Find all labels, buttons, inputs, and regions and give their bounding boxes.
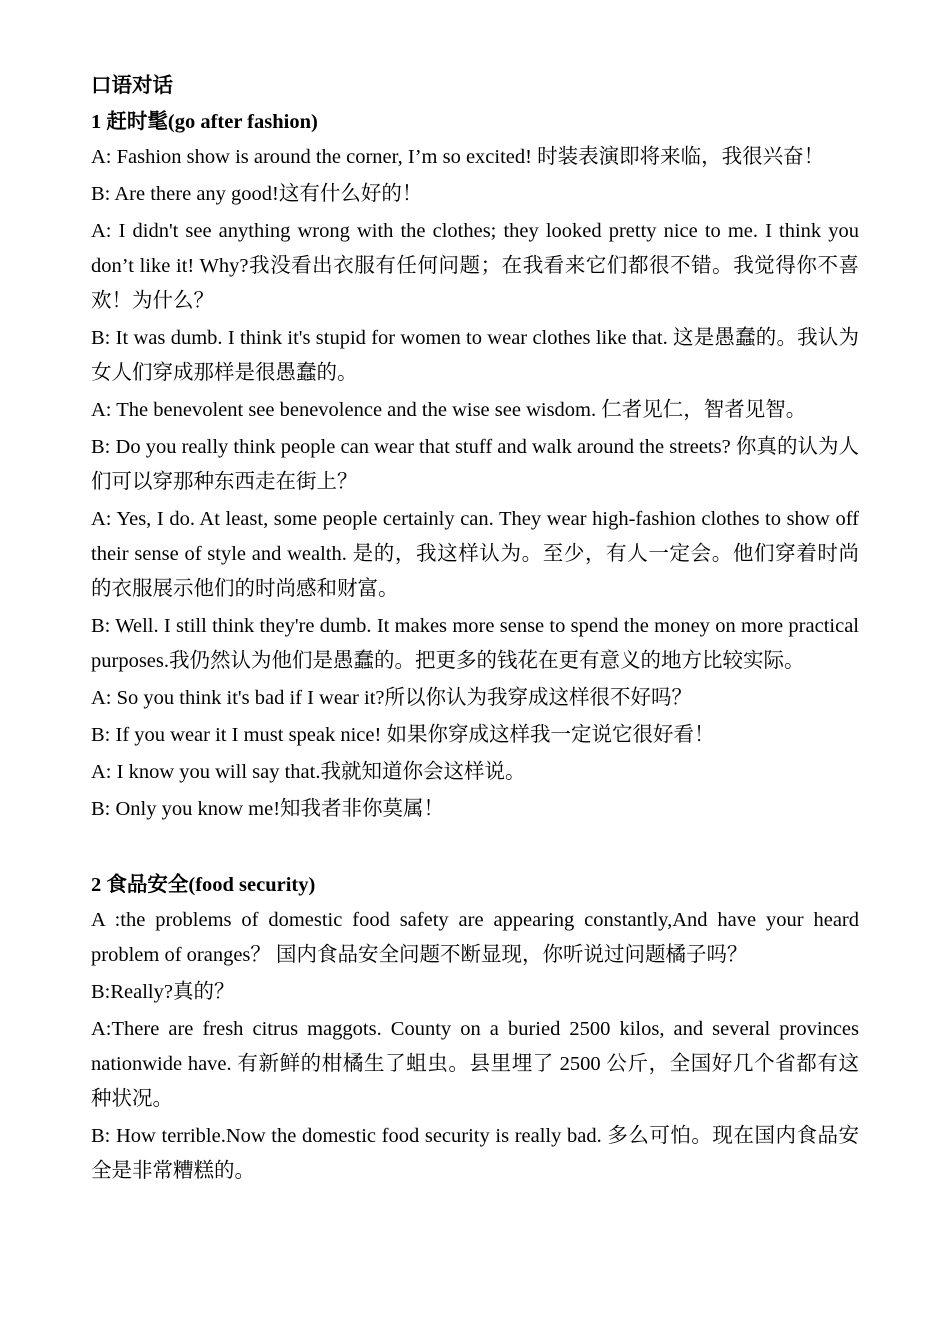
- section-spacer: [91, 829, 859, 867]
- dialogue-line: B: Do you really think people can wear that stuff and walk around the streets? 你真的认为人们可以穿那种东西走在街上？: [91, 436, 859, 493]
- dialogue-line: B: If you wear it I must speak nice! 如果你穿成这样我一定说它很好看！: [91, 724, 715, 746]
- dialogue-line: B: Only you know me!知我者非你莫属！: [91, 798, 445, 820]
- dialogue-line: B: Are there any good!这有什么好的！: [91, 183, 423, 205]
- dialogue-line: B:Really?真的？: [91, 981, 235, 1003]
- section-1-dialogue: [91, 140, 859, 827]
- dialogue-line: A: Yes, I do. At least, some people certainly can. They wear high-fashion clothes to show off their sense of style and wealth. 是的，我这样认为。至少，有人一定会。他们穿着时尚的衣服展示他们的时尚感和财富。: [91, 508, 859, 600]
- section-1-heading: 1 赶时髦(go after fashion): [91, 111, 318, 133]
- document-title: 口语对话: [91, 75, 173, 97]
- section-2-dialogue: [91, 903, 859, 1189]
- dialogue-line: B: How terrible.Now the domestic food security is really bad. 多么可怕。现在国内食品安全是非常糟糕的。: [91, 1125, 859, 1182]
- dialogue-line: A: I didn't see anything wrong with the clothes; they looked pretty nice to me. I think you don’t like it! Why?我没看出衣服有任何问题；在我看来它们都很不错。我觉得你不喜欢！为什么？: [91, 220, 859, 312]
- dialogue-line: A :the problems of domestic food safety are appearing constantly,And have your heard problem of oranges？ 国内食品安全问题不断显现，你听说过问题橘子吗？: [91, 909, 859, 966]
- dialogue-line: A:There are fresh citrus maggots. County on a buried 2500 kilos, and several provinces nationwide have. 有新鲜的柑橘生了蛆虫。县里埋了 2500 公斤，全国好几个省都有这种状况。: [91, 1018, 859, 1110]
- dialogue-line: A: The benevolent see benevolence and the wise see wisdom. 仁者见仁，智者见智。: [91, 399, 807, 421]
- dialogue-line: B: Well. I still think they're dumb. It makes more sense to spend the money on more practical purposes.我仍然认为他们是愚蠢的。把更多的钱花在更有意义的地方比较实际。: [91, 615, 859, 672]
- dialogue-line: A: Fashion show is around the corner, I’m so excited! 时装表演即将来临，我很兴奋！: [91, 146, 825, 168]
- dialogue-line: A: I know you will say that.我就知道你会这样说。: [91, 761, 526, 783]
- document-page: [91, 68, 859, 1191]
- dialogue-line: B: It was dumb. I think it's stupid for women to wear clothes like that. 这是愚蠢的。我认为女人们穿成那样是很愚蠢的。: [91, 327, 859, 384]
- section-2-heading: 2 食品安全(food security): [91, 874, 316, 896]
- dialogue-line: A: So you think it's bad if I wear it?所以你认为我穿成这样很不好吗？: [91, 687, 692, 709]
